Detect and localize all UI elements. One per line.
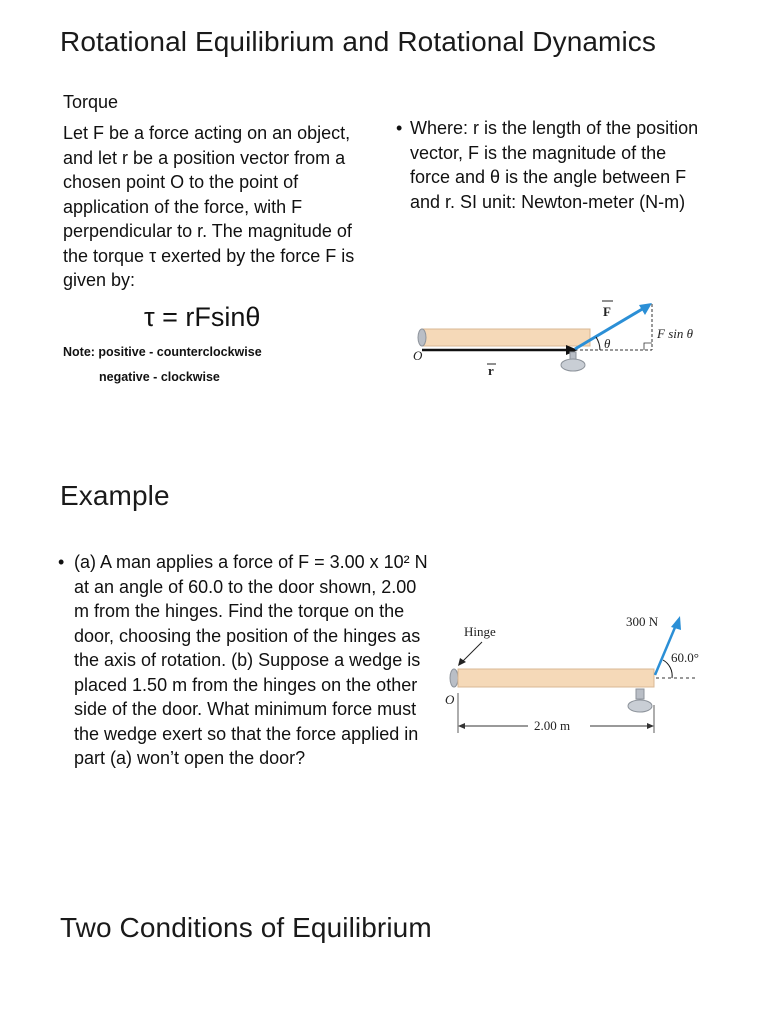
where-bullet-list	[396, 116, 706, 214]
position-vector-label: r	[488, 363, 494, 378]
slide-title-rotational: Rotational Equilibrium and Rotational Dynamics	[60, 26, 657, 57]
f-sin-theta-label: F sin θ	[657, 326, 693, 341]
beam	[422, 329, 590, 346]
door-hinge-cap	[450, 669, 458, 687]
support-foot	[561, 359, 585, 371]
door-beam	[458, 669, 654, 687]
door-force-label: 300 N	[626, 614, 659, 629]
door-diagram	[440, 605, 720, 745]
origin-label: O	[413, 348, 423, 363]
slide-title-example: Example	[60, 480, 170, 511]
sign-note-negative: negative - clockwise	[99, 370, 220, 384]
torque-formula: τ = rFsinθ	[144, 302, 261, 332]
door-angle-label: 60.0°	[671, 650, 699, 665]
door-support-foot	[628, 700, 652, 712]
where-bullet: • Where: r is the length of the position vector, F is the magnitude of the force and θ is the angle between F and r. SI unit: Newton-meter (N-m)	[396, 116, 706, 214]
force-vector-label: F	[603, 304, 611, 319]
slide-title-equilibrium: Two Conditions of Equilibrium	[60, 912, 432, 943]
torque-diagram	[400, 296, 710, 396]
theta-label: θ	[604, 336, 611, 351]
torque-heading: Torque	[63, 92, 119, 112]
example-bullet: • (a) A man applies a force of F = 3.00 x 10² N at an angle of 60.0 to the door shown, 2.00 m from the hinges. Find the torque on the door, choosing the position of the hinges as the axis of rotation. (b) Suppose a wedge is placed 1.50 m from the hinges on the other side of the door. What minimum force must the wedge exert so that the force applied in part (a) won’t open the door?	[58, 550, 430, 771]
hinge-label: Hinge	[464, 624, 496, 639]
sign-note-positive: Note: positive - counterclockwise	[63, 345, 262, 359]
example-bullet-list	[58, 550, 430, 771]
distance-label: 2.00 m	[534, 718, 571, 733]
hinge-cap	[418, 329, 426, 346]
door-origin-label: O	[445, 692, 455, 707]
torque-definition-paragraph: Let F be a force acting on an object, and let r be a position vector from a chosen point O to the point of application of the force, with F perpendicular to r. The magnitude of the torque τ exerted by the force F is given by:	[63, 123, 355, 290]
